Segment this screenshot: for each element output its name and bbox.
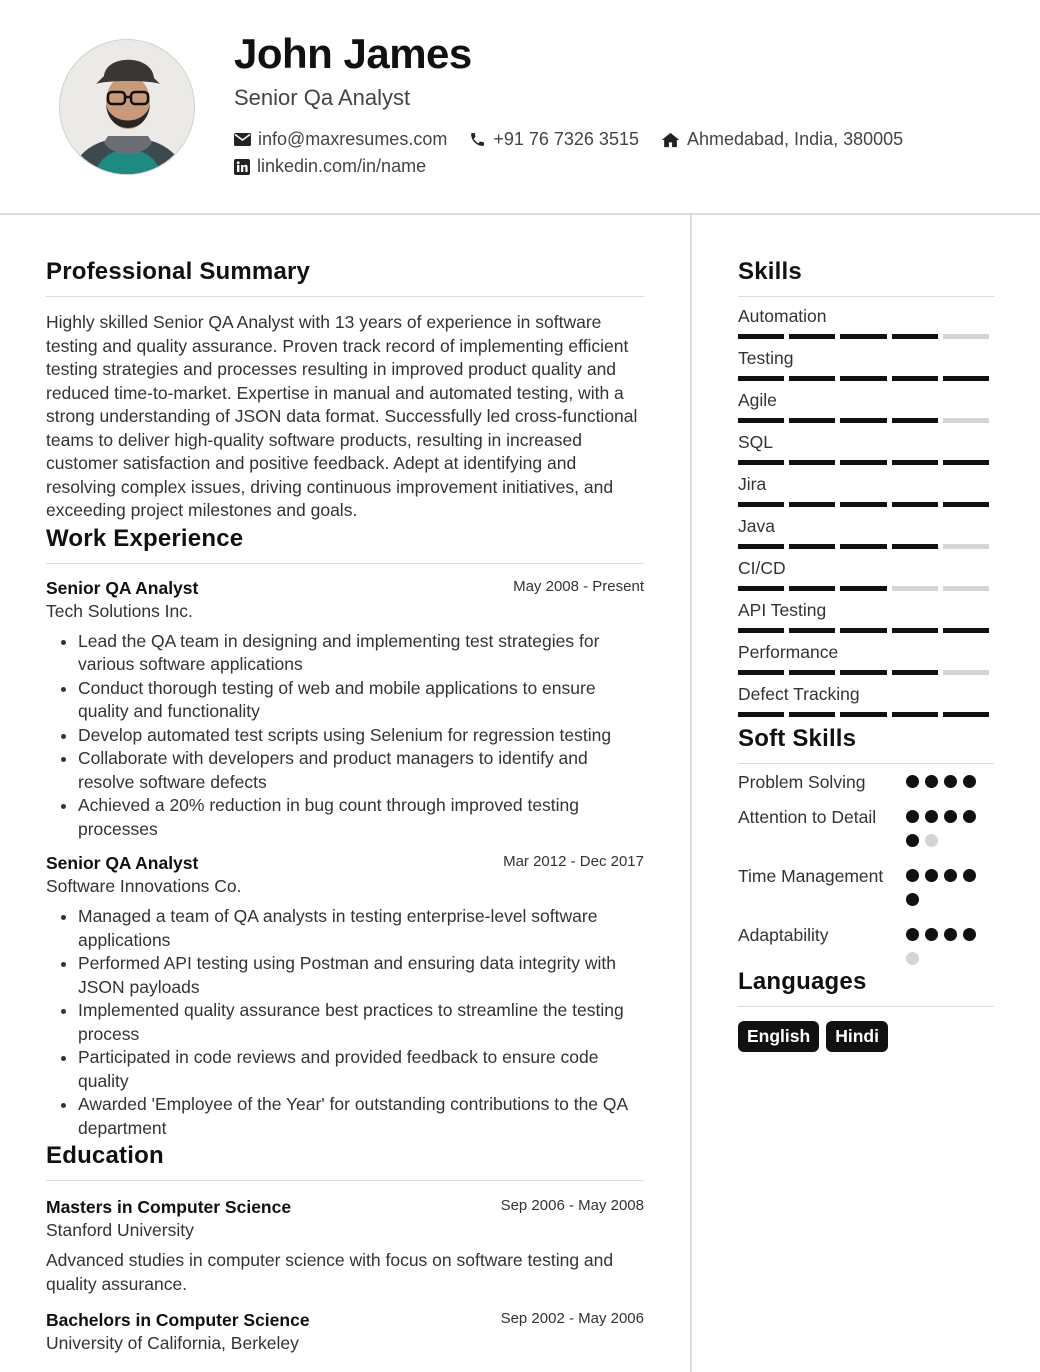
education-section — [46, 1142, 644, 1354]
contact-row — [234, 129, 925, 150]
education-date: Sep 2006 - May 2008 — [500, 1197, 644, 1214]
skill-level-segment — [892, 670, 938, 675]
soft-skill-item — [738, 865, 994, 917]
location-text: Ahmedabad, India, 380005 — [686, 129, 904, 149]
envelope-icon — [234, 133, 251, 146]
experience-section — [46, 525, 644, 1141]
languages-heading: Languages — [738, 968, 994, 1007]
rating-dot — [906, 810, 919, 823]
school-name: Stanford University — [46, 1220, 194, 1240]
list-item: • Develop automated test scripts using Selenium for regression testing — [78, 724, 644, 748]
rating-dot — [925, 775, 938, 788]
skill-item — [738, 558, 994, 591]
job-title: Senior QA Analyst — [46, 577, 199, 598]
skill-level-segment — [738, 502, 784, 507]
skill-level-segment — [789, 670, 835, 675]
rating-dot — [906, 775, 919, 788]
rating-dot — [906, 869, 919, 882]
skill-level-segment — [789, 712, 835, 717]
skill-name: Agile — [738, 390, 777, 410]
education-entry — [46, 1310, 644, 1354]
skill-level-segment — [840, 544, 886, 549]
soft-skill-name: Problem Solving — [738, 772, 866, 792]
education-description: Advanced studies in computer science with focus on software testing and quality assurance. — [46, 1250, 614, 1294]
skill-item — [738, 306, 994, 339]
education-date: Sep 2002 - May 2006 — [500, 1310, 644, 1327]
soft-skill-dots — [906, 865, 986, 917]
skill-level-segment — [892, 376, 938, 381]
rating-dot — [906, 928, 919, 941]
rating-dot — [925, 928, 938, 941]
skill-level-bar — [738, 460, 994, 465]
skill-level-segment — [892, 334, 938, 339]
skill-level-segment — [789, 334, 835, 339]
soft-skill-name: Time Management — [738, 866, 884, 886]
soft-skill-item — [738, 771, 994, 799]
skill-level-segment — [840, 586, 886, 591]
soft-skills-list — [738, 771, 994, 976]
linkedin-contact[interactable] — [234, 156, 426, 177]
skill-level-segment — [840, 628, 886, 633]
degree-title: Masters in Computer Science — [46, 1197, 292, 1217]
soft-skill-name: Attention to Detail — [738, 807, 877, 827]
skill-level-bar — [738, 670, 994, 675]
education-heading: Education — [46, 1142, 644, 1181]
home-icon — [661, 132, 680, 148]
list-item: • Conduct thorough testing of web and mobile applications to ensure quality and functionality — [78, 677, 644, 724]
skill-level-segment — [943, 586, 989, 591]
skill-item — [738, 600, 994, 633]
skill-level-bar — [738, 628, 994, 633]
skill-level-segment — [840, 460, 886, 465]
skill-level-segment — [892, 712, 938, 717]
job-bullets — [46, 905, 644, 1140]
job-date: Mar 2012 - Dec 2017 — [503, 853, 644, 870]
column-divider — [690, 215, 692, 1372]
skill-level-bar — [738, 502, 994, 507]
experience-heading: Work Experience — [46, 525, 644, 564]
skill-level-segment — [892, 628, 938, 633]
skills-heading: Skills — [738, 258, 994, 297]
language-badge: Hindi — [826, 1021, 888, 1052]
skill-level-bar — [738, 376, 994, 381]
education-entry — [46, 1197, 644, 1296]
skill-level-segment — [892, 586, 938, 591]
degree-title: Bachelors in Computer Science — [46, 1310, 310, 1330]
skill-item — [738, 348, 994, 381]
summary-heading: Professional Summary — [46, 258, 644, 297]
email-contact[interactable] — [234, 129, 447, 150]
job-entry — [46, 853, 644, 1140]
rating-dot — [963, 869, 976, 882]
skill-item — [738, 474, 994, 507]
skill-level-segment — [892, 418, 938, 423]
job-date: May 2008 - Present — [513, 577, 644, 595]
skill-level-segment — [892, 544, 938, 549]
rating-dot — [906, 893, 919, 906]
linkedin-text: linkedin.com/in/name — [257, 156, 427, 176]
resume-header — [0, 0, 1040, 215]
list-item: • Awarded 'Employee of the Year' for outstanding contributions to the QA department — [78, 1093, 644, 1140]
skill-name: Automation — [738, 306, 827, 326]
skill-level-segment — [892, 460, 938, 465]
skill-level-segment — [943, 670, 989, 675]
sidebar-column — [738, 258, 994, 1052]
skill-name: Performance — [738, 642, 839, 662]
phone-icon — [469, 131, 486, 148]
skill-level-segment — [738, 460, 784, 465]
rating-dot — [944, 810, 957, 823]
list-item: • Lead the QA team in designing and implementing test strategies for various software applications — [78, 630, 644, 677]
list-item: • Managed a team of QA analysts in testing enterprise-level software applications — [78, 905, 644, 952]
summary-section — [46, 258, 644, 523]
skill-level-segment — [943, 418, 989, 423]
contact-row-2 — [234, 156, 448, 177]
skill-level-segment — [943, 376, 989, 381]
skill-level-segment — [943, 544, 989, 549]
skill-level-bar — [738, 418, 994, 423]
skill-level-segment — [738, 544, 784, 549]
skill-level-segment — [789, 376, 835, 381]
skill-level-segment — [738, 376, 784, 381]
soft-skills-heading: Soft Skills — [738, 725, 994, 764]
skill-level-segment — [789, 586, 835, 591]
soft-skill-item — [738, 806, 994, 858]
email-text: info@maxresumes.com — [258, 129, 448, 149]
skill-level-segment — [840, 418, 886, 423]
skill-level-segment — [789, 418, 835, 423]
list-item: • Performed API testing using Postman and ensuring data integrity with JSON payloads — [78, 952, 644, 999]
location-contact — [661, 129, 903, 150]
skill-level-bar — [738, 712, 994, 717]
linkedin-icon — [234, 159, 250, 175]
skill-level-segment — [738, 418, 784, 423]
job-company: Software Innovations Co. — [46, 876, 242, 896]
rating-dot — [963, 928, 976, 941]
list-item: • Achieved a 20% reduction in bug count through improved testing processes — [78, 794, 644, 841]
skill-level-segment — [943, 460, 989, 465]
job-company: Tech Solutions Inc. — [46, 600, 193, 621]
skill-level-segment — [738, 628, 784, 633]
profile-photo — [59, 39, 195, 175]
skill-level-segment — [738, 334, 784, 339]
skill-level-segment — [943, 712, 989, 717]
school-name: University of California, Berkeley — [46, 1333, 299, 1353]
skill-level-segment — [892, 502, 938, 507]
rating-dot — [963, 775, 976, 788]
soft-skill-dots — [906, 924, 986, 976]
skill-level-segment — [943, 334, 989, 339]
skill-item — [738, 684, 994, 717]
phone-text: +91 76 7326 3515 — [493, 129, 639, 149]
skill-item — [738, 390, 994, 423]
skill-name: Jira — [738, 474, 767, 494]
skill-level-segment — [789, 628, 835, 633]
language-badge: English — [738, 1021, 819, 1052]
soft-skills-section — [738, 725, 994, 976]
skill-level-bar — [738, 586, 994, 591]
soft-skill-dots — [906, 771, 986, 799]
list-item: • Implemented quality assurance best practices to streamline the testing process — [78, 999, 644, 1046]
job-bullets — [46, 630, 644, 842]
skill-name: Defect Tracking — [738, 684, 860, 704]
soft-skill-dots — [906, 806, 986, 858]
skill-name: CI/CD — [738, 558, 786, 578]
skill-level-segment — [840, 334, 886, 339]
rating-dot — [944, 775, 957, 788]
rating-dot — [925, 869, 938, 882]
rating-dot — [906, 952, 919, 965]
skill-level-segment — [840, 670, 886, 675]
rating-dot — [925, 810, 938, 823]
rating-dot — [906, 834, 919, 847]
list-item: • Collaborate with developers and product managers to identify and resolve software defects — [78, 747, 644, 794]
skill-level-segment — [840, 376, 886, 381]
rating-dot — [963, 810, 976, 823]
skill-level-segment — [789, 544, 835, 549]
skill-level-bar — [738, 544, 994, 549]
languages-list — [738, 1021, 994, 1052]
soft-skill-name: Adaptability — [738, 925, 829, 945]
skill-level-segment — [738, 586, 784, 591]
languages-section — [738, 968, 994, 1052]
skill-item — [738, 642, 994, 675]
rating-dot — [944, 928, 957, 941]
skill-item — [738, 432, 994, 465]
skills-list — [738, 306, 994, 717]
skills-section — [738, 258, 994, 717]
skill-name: SQL — [738, 432, 774, 452]
skill-level-segment — [738, 712, 784, 717]
skill-level-segment — [943, 502, 989, 507]
skill-level-segment — [840, 502, 886, 507]
job-entry — [46, 578, 644, 842]
main-column — [46, 258, 644, 1354]
skill-name: Testing — [738, 348, 794, 368]
skill-name: Java — [738, 516, 775, 536]
skill-level-segment — [943, 628, 989, 633]
rating-dot — [925, 834, 938, 847]
phone-contact[interactable] — [469, 129, 639, 150]
skill-level-segment — [840, 712, 886, 717]
list-item: • Participated in code reviews and provided feedback to ensure code quality — [78, 1046, 644, 1093]
candidate-title: Senior Qa Analyst — [234, 85, 411, 110]
skill-item — [738, 516, 994, 549]
skill-level-segment — [738, 670, 784, 675]
rating-dot — [944, 869, 957, 882]
skill-level-segment — [789, 502, 835, 507]
job-title: Senior QA Analyst — [46, 853, 199, 873]
skill-level-segment — [789, 460, 835, 465]
avatar-icon — [60, 40, 195, 175]
skill-name: API Testing — [738, 600, 827, 620]
skill-level-bar — [738, 334, 994, 339]
summary-text: Highly skilled Senior QA Analyst with 13 years of experience in software testing and quality assurance. Proven track record of implementing efficient testing strategies and processes resulting in improved product quality and reduced time-to-market. Expertise in manual and automated testing, with a strong understanding of JSON data format. Successfully led cross-functional teams to deliver high-quality software products, resulting in increased customer satisfaction and positive feedback. Adept at identifying and resolving complex issues, driving continuous improvement initiatives, and exceeding project milestones and goals. — [46, 312, 638, 520]
candidate-name: John James — [234, 30, 472, 77]
